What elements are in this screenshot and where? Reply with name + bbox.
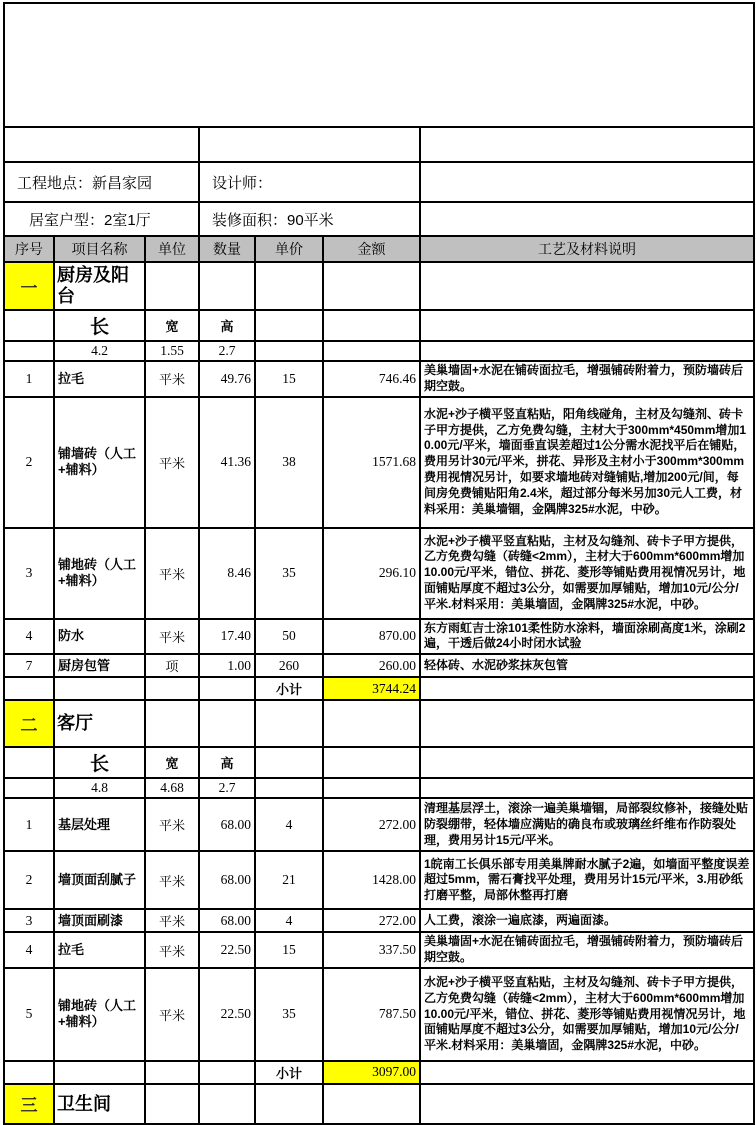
cell-qty: 68.00 <box>199 909 255 932</box>
section-row-kitchen <box>4 262 754 310</box>
cell-amount: 746.46 <box>323 361 420 397</box>
cell-no: 2 <box>4 851 54 909</box>
cell-item <box>54 1061 145 1084</box>
cell-amount <box>323 747 420 778</box>
cell-item: 长 <box>54 747 145 778</box>
cell-no: 序号 <box>4 236 54 262</box>
cell-desc <box>420 341 754 361</box>
cell-item: 拉毛 <box>54 361 145 397</box>
cell-qty <box>199 1084 255 1124</box>
section-row-livingroom <box>4 700 754 747</box>
cell-no <box>4 677 54 700</box>
cell-amount <box>323 310 420 341</box>
cell-unit: 平米 <box>145 528 199 619</box>
cell-price: 21 <box>255 851 323 909</box>
header-row <box>4 236 754 262</box>
cell-item: 客厅 <box>54 700 145 747</box>
cell-qty <box>199 1061 255 1084</box>
cell-price: 15 <box>255 932 323 968</box>
cell-no: 5 <box>4 968 54 1061</box>
cell-unit: 平米 <box>145 909 199 932</box>
item-row <box>4 654 754 677</box>
cell-no: 一 <box>4 262 54 310</box>
cell-item: 防水 <box>54 619 145 655</box>
dim-header-row <box>4 310 754 341</box>
cell-qty: 68.00 <box>199 798 255 851</box>
cell-unit: 项 <box>145 654 199 677</box>
cell-unit: 单位 <box>145 236 199 262</box>
cell-desc: 美巢墙固+水泥在铺砖面拉毛，增强铺砖附着力，预防墙砖后期空鼓。 <box>420 932 754 968</box>
cell-price <box>255 262 323 310</box>
cell-desc: 清理基层浮土，滚涂一遍美巢墙锢，局部裂纹修补，接缝处贴防裂绷带，轻体墙应满贴的确良布或玻璃丝纤维布作防裂处理，费用另计15元/平米。 <box>420 798 754 851</box>
cell-desc <box>420 677 754 700</box>
cell-no: 3 <box>4 528 54 619</box>
item-row <box>4 798 754 851</box>
cell-unit <box>145 1061 199 1084</box>
cell-no: 4 <box>4 932 54 968</box>
cell-no <box>4 3 754 127</box>
cell-amount: 3744.24 <box>323 677 420 700</box>
cell-no: 居室户型：2室1厅 <box>4 202 199 236</box>
cell-no: 7 <box>4 654 54 677</box>
cell-price: 35 <box>255 968 323 1061</box>
info-row-layout-area <box>4 202 754 236</box>
cell-desc <box>420 310 754 341</box>
cell-desc: 1皖南工长俱乐部专用美巢牌耐水腻子2遍，如墙面平整度误差超过5mm，需石膏找平处理，费用另计15元/平米，3.用砂纸打磨平整，局部休整再打磨 <box>420 851 754 909</box>
cell-qty: 17.40 <box>199 619 255 655</box>
cell-no: 2 <box>4 397 54 528</box>
cell-desc <box>420 1061 754 1084</box>
cell-no <box>4 341 54 361</box>
cell-no: 三 <box>4 1084 54 1124</box>
cell-amount: 787.50 <box>323 968 420 1061</box>
cell-desc <box>420 262 754 310</box>
cell-qty: 设计师： <box>199 162 420 202</box>
cell-desc: 人工费，滚涂一遍底漆，两遍面漆。 <box>420 909 754 932</box>
cell-amount: 272.00 <box>323 909 420 932</box>
quote-table-body <box>4 3 754 1124</box>
cell-qty: 2.7 <box>199 778 255 798</box>
cell-amount: 3097.00 <box>323 1061 420 1084</box>
cell-amount: 296.10 <box>323 528 420 619</box>
cell-amount <box>323 700 420 747</box>
cell-desc <box>420 778 754 798</box>
cell-qty: 2.7 <box>199 341 255 361</box>
cell-unit: 平米 <box>145 397 199 528</box>
cell-no <box>4 778 54 798</box>
item-row <box>4 361 754 397</box>
cell-desc <box>420 127 754 162</box>
cell-no <box>4 127 199 162</box>
cell-qty <box>199 677 255 700</box>
cell-unit: 宽 <box>145 310 199 341</box>
cell-unit: 4.68 <box>145 778 199 798</box>
cell-item: 铺墙砖（人工+辅料） <box>54 397 145 528</box>
cell-qty <box>199 700 255 747</box>
cell-price: 15 <box>255 361 323 397</box>
cell-desc: 水泥+沙子横平竖直粘贴，阳角线碰角，主材及勾缝剂、砖卡子甲方提供，乙方免费勾缝，主材大于300mm*450mm增加10.00元/平米，墙面垂直误差超过1公分需水泥找平后在铺贴，费用另计30元/平米，拼花、异形及主材小于300mm*300mm费用视情况另计，如要求墙地砖对缝铺贴,增加200元/间，每间房免费铺贴阳角2.4米，超过部分每米另加30元人工费，材料采用：美巢墙锢，金隅牌325#水泥，中砂。 <box>420 397 754 528</box>
cell-price <box>255 747 323 778</box>
cell-item: 4.2 <box>54 341 145 361</box>
cell-no: 1 <box>4 798 54 851</box>
cell-no: 工程地点：新昌家园 <box>4 162 199 202</box>
item-row <box>4 397 754 528</box>
cell-desc: 水泥+沙子横平竖直粘贴，主材及勾缝剂、砖卡子甲方提供，乙方免费勾缝（砖缝<2mm），主材大于600mm*600mm增加10.00元/平米，错位、拼花、菱形等铺贴费用视情况另计，地面铺贴厚度不超过3公分，如需要加厚铺贴，增加10元/公分/平米.材料采用：美巢墙固，金隅牌325#水泥，中砂。 <box>420 528 754 619</box>
cell-qty <box>199 127 420 162</box>
cell-amount <box>323 341 420 361</box>
info-row-site-designer <box>4 162 754 202</box>
cell-amount <box>323 778 420 798</box>
cell-unit <box>145 677 199 700</box>
cell-qty <box>199 262 255 310</box>
item-row <box>4 909 754 932</box>
cell-price <box>255 700 323 747</box>
cell-price <box>255 1084 323 1124</box>
cell-desc: 东方雨虹吉士涂101柔性防水涂料，墙面涂刷高度1米，涂刷2遍，干透后做24小时闭水试验 <box>420 619 754 655</box>
cell-unit: 平米 <box>145 851 199 909</box>
cell-item: 厨房及阳台 <box>54 262 145 310</box>
cell-desc <box>420 162 754 202</box>
cell-qty: 数量 <box>199 236 255 262</box>
item-row <box>4 851 754 909</box>
cell-unit: 1.55 <box>145 341 199 361</box>
cell-unit: 平米 <box>145 798 199 851</box>
cell-item: 墙顶面刷漆 <box>54 909 145 932</box>
cell-amount: 1428.00 <box>323 851 420 909</box>
cell-unit <box>145 1084 199 1124</box>
cell-desc <box>420 700 754 747</box>
cell-price <box>255 778 323 798</box>
item-row <box>4 528 754 619</box>
cell-desc: 美巢墙固+水泥在铺砖面拉毛，增强铺砖附着力，预防墙砖后期空鼓。 <box>420 361 754 397</box>
cell-item: 长 <box>54 310 145 341</box>
cell-amount <box>323 1084 420 1124</box>
cell-desc <box>420 747 754 778</box>
item-row <box>4 932 754 968</box>
cell-amount: 870.00 <box>323 619 420 655</box>
dim-values-row <box>4 778 754 798</box>
cell-price: 4 <box>255 909 323 932</box>
cell-qty: 1.00 <box>199 654 255 677</box>
cell-item <box>54 677 145 700</box>
cell-price <box>255 341 323 361</box>
cell-item: 基层处理 <box>54 798 145 851</box>
cell-item: 厨房包管 <box>54 654 145 677</box>
cell-unit <box>145 700 199 747</box>
cell-item: 拉毛 <box>54 932 145 968</box>
cell-price <box>255 310 323 341</box>
dim-values-row <box>4 341 754 361</box>
cell-qty: 41.36 <box>199 397 255 528</box>
cell-qty: 22.50 <box>199 968 255 1061</box>
cell-no <box>4 310 54 341</box>
cell-price: 小计 <box>255 677 323 700</box>
cell-no: 1 <box>4 361 54 397</box>
cell-price: 单价 <box>255 236 323 262</box>
cell-desc <box>420 1084 754 1124</box>
cell-qty: 8.46 <box>199 528 255 619</box>
cell-no <box>4 747 54 778</box>
cell-item: 铺地砖（人工+辅料） <box>54 968 145 1061</box>
cell-qty: 49.76 <box>199 361 255 397</box>
cell-unit: 平米 <box>145 968 199 1061</box>
cell-amount: 金额 <box>323 236 420 262</box>
cell-unit <box>145 262 199 310</box>
dim-header-row <box>4 747 754 778</box>
cell-qty: 22.50 <box>199 932 255 968</box>
cell-amount: 272.00 <box>323 798 420 851</box>
cell-unit: 平米 <box>145 932 199 968</box>
cell-price: 50 <box>255 619 323 655</box>
cell-qty: 68.00 <box>199 851 255 909</box>
cell-desc: 水泥+沙子横平竖直粘贴，主材及勾缝剂、砖卡子甲方提供，乙方免费勾缝（砖缝<2mm），主材大于600mm*600mm增加10.00元/平米，错位、拼花、菱形等铺贴费用视情况另计，地面铺贴厚度不超过3公分，如需要加厚铺贴，增加10元/公分/平米.材料采用：美巢墙固，金隅牌325#水泥，中砂。 <box>420 968 754 1061</box>
cell-item: 铺地砖（人工+辅料） <box>54 528 145 619</box>
cell-amount: 337.50 <box>323 932 420 968</box>
item-row <box>4 619 754 655</box>
cell-item: 卫生间 <box>54 1084 145 1124</box>
cell-unit: 平米 <box>145 619 199 655</box>
subtotal-row <box>4 1061 754 1084</box>
subtotal-row <box>4 677 754 700</box>
blank-row <box>4 127 754 162</box>
cell-item: 墙顶面刮腻子 <box>54 851 145 909</box>
quote-table <box>3 2 755 1125</box>
cell-no: 3 <box>4 909 54 932</box>
cell-desc: 工艺及材料说明 <box>420 236 754 262</box>
cell-no <box>4 1061 54 1084</box>
cell-qty: 装修面积：90平米 <box>199 202 420 236</box>
cell-no: 4 <box>4 619 54 655</box>
cell-price: 38 <box>255 397 323 528</box>
cell-item: 4.8 <box>54 778 145 798</box>
cell-item: 项目名称 <box>54 236 145 262</box>
cell-unit: 宽 <box>145 747 199 778</box>
cell-unit: 平米 <box>145 361 199 397</box>
cell-qty: 高 <box>199 310 255 341</box>
cell-amount: 260.00 <box>323 654 420 677</box>
cell-no: 二 <box>4 700 54 747</box>
cell-amount <box>323 262 420 310</box>
renovation-quote-sheet <box>0 2 756 1116</box>
cell-amount: 1571.68 <box>323 397 420 528</box>
cell-price: 260 <box>255 654 323 677</box>
section-row-bathroom <box>4 1084 754 1124</box>
cell-qty: 高 <box>199 747 255 778</box>
item-row <box>4 968 754 1061</box>
cell-desc <box>420 202 754 236</box>
cell-desc: 轻体砖、水泥砂浆抹灰包管 <box>420 654 754 677</box>
cell-price: 4 <box>255 798 323 851</box>
cell-price: 小计 <box>255 1061 323 1084</box>
blank-top-block <box>4 3 754 127</box>
cell-price: 35 <box>255 528 323 619</box>
